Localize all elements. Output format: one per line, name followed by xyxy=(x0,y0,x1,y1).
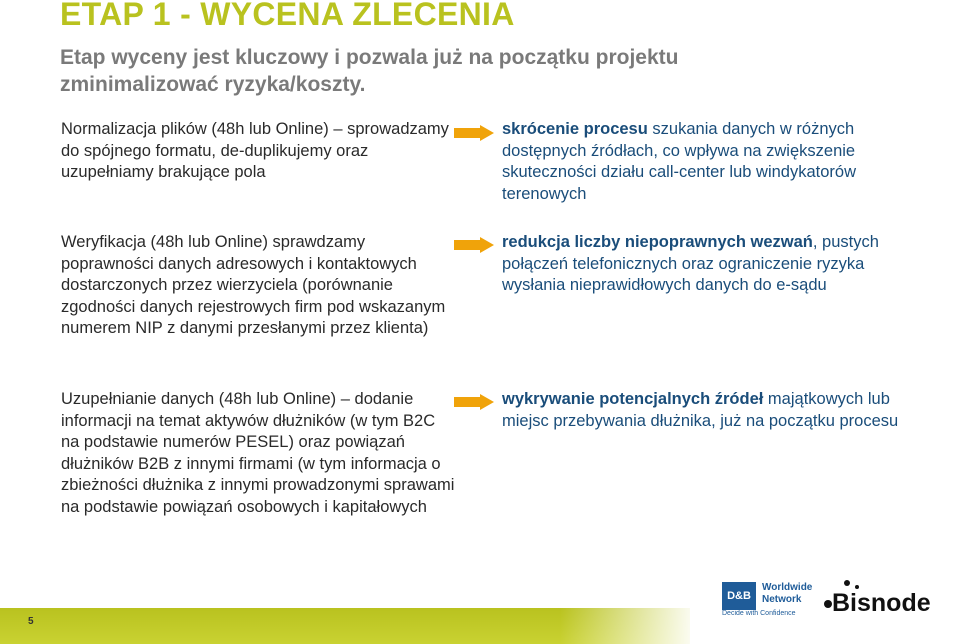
dnb-logo-line2: Network xyxy=(762,594,802,605)
row-2-highlight: redukcja liczby niepoprawnych wezwań xyxy=(502,233,813,251)
row-3-rest: majątkowych lub miejsc przebywania dłużnika, już na początku procesu xyxy=(502,390,899,430)
dnb-logo-mark: D&B xyxy=(722,582,756,610)
row-2-left-text: Weryfikacja (48h lub Online) sprawdzamy poprawności danych adresowych i kontaktowych dostarczonych przez wierzyciela (porównanie zgodności danych rejestrowych firm pod wskazanym numerem NIP z danymi przesłanymi przez klienta) xyxy=(61,233,446,337)
row-3-right-text xyxy=(502,389,922,432)
right-arrow-icon xyxy=(454,125,494,141)
footer-stripe-fade xyxy=(560,608,700,644)
slide-subtitle: Etap wyceny jest kluczowy i pozwala już na początku projektu zminimalizować ryzyka/koszty. xyxy=(60,46,679,96)
right-arrow-icon xyxy=(454,237,494,253)
row-1-left-text: Normalizacja plików (48h lub Online) – sprowadzamy do spójnego formatu, de-duplikujemy oraz uzupełniamy brakujące pola xyxy=(61,120,449,181)
row-1-rest: szukania danych w różnych dostępnych źródłach, co wpływa na zwiększenie skuteczności działu call-center lub windykatorów terenowych xyxy=(502,120,856,203)
row-3-left-text: Uzupełnianie danych (48h lub Online) – dodanie informacji na temat aktywów dłużników (w tym B2C na podstawie numerów PESEL) oraz powiązań dłużników B2B z innymi firmami (w tym informacja o zbieżności dłużnika z innymi prowadzonymi sprawami na podstawie powiązań osobowych i kapitałowych xyxy=(61,390,455,516)
bisnode-logo xyxy=(822,578,932,620)
row-1-highlight: skrócenie procesu xyxy=(502,120,648,138)
page-number: 5 xyxy=(28,616,34,627)
bisnode-wordmark: Bisnode xyxy=(832,589,931,617)
row-1-right-text xyxy=(502,119,922,205)
right-arrow-icon xyxy=(454,394,494,410)
row-2-right-text xyxy=(502,232,922,297)
bisnode-dot-1 xyxy=(824,600,832,608)
row-2-rest: , pustych połączeń telefonicznych oraz ograniczenie ryzyka wysłania nieprawidłowych danych do e-sądu xyxy=(502,233,879,294)
dnb-tagline: Decide with Confidence xyxy=(722,610,796,617)
row-3-highlight: wykrywanie potencjalnych źródeł xyxy=(502,390,764,408)
bisnode-dot-2 xyxy=(844,580,850,586)
slide-title: ETAP 1 - WYCENA ZLECENIA xyxy=(60,0,515,32)
dnb-logo-line1: Worldwide xyxy=(762,582,813,593)
